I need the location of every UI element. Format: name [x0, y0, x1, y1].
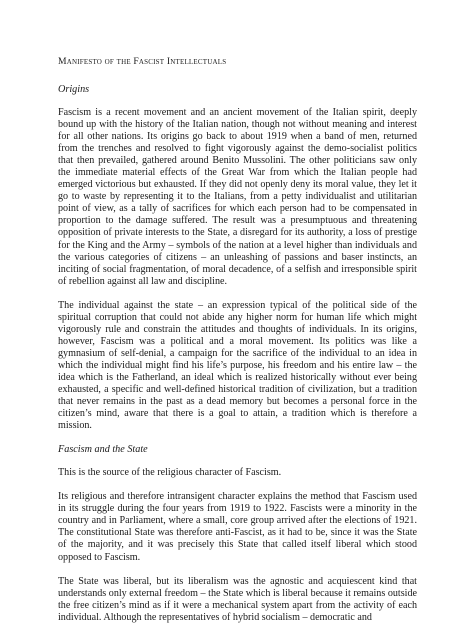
title-initial: M: [58, 56, 67, 67]
document-title: [58, 56, 417, 68]
paragraph-state-3: The State was liberal, but its liberalism was the agnostic and acquiescent kind that understands only external freedom – the State which is liberal because it remains outside the free citizen’s mind as if it were a mechanical system apart from the activity of each individual. Although the representatives of hybrid socialism – democratic and: [58, 575, 417, 623]
paragraph-origins-2: The individual against the state – an expression typical of the political side of the spiritual corruption that could not abide any higher norm for human life which might vigorously rule and constrain the attitudes and thoughts of individuals. In its origins, however, Fascism was a political and a moral movement. Its politics was like a gymnasium of self-denial, a campaign for the sacrifice of the individual to an idea in which the individual might find his life’s purpose, his freedom and his entire law – the idea which is the Fatherland, an ideal which is realized historically without ever being exhausted, a specific and well-defined historical tradition of civilization, but a tradition that never remains in the past as a dead memory but becomes a personal force in the citizen’s mind, aware that there is a goal to attain, a tradition which is therefore a mission.: [58, 299, 417, 432]
section-heading-fascism-and-the-state: Fascism and the State: [58, 444, 148, 456]
document-page: [58, 56, 417, 636]
paragraph-state-1: This is the source of the religious character of Fascism.: [58, 467, 282, 479]
section-heading-origins: Origins: [58, 84, 90, 95]
title-smallcaps: anifesto of the Fascist Intellectuals: [66, 56, 227, 67]
paragraph-state-2: Its religious and therefore intransigent character explains the method that Fascism used in its struggle during the four years from 1919 to 1922. Fascists were a minority in the country and in Parliament, where a small, core group arrived after the elections of 1921. The constitutional State was therefore anti-Fascist, as it had to be, since it was the State of the majority, and it was precisely this State that called itself liberal which stood opposed to Fascism.: [58, 491, 417, 563]
paragraph-origins-1: Fascism is a recent movement and an ancient movement of the Italian spirit, deeply bound up with the history of the Italian nation, though not without meaning and interest for all other nations. Its origins go back to about 1919 when a band of men, returned from the trenches and resolved to fight vigorously against the demo-socialist politics that then prevailed, gathered around Benito Mussolini. The other politicians saw only the immediate material effects of the Great War from which the Italian people had emerged victorious but exhausted. If they did not openly deny its moral value, they let it go to waste by representing it to the Italians, from a petty individualist and utilitarian point of view, as a tally of sacrifices for which each person had to be compensated in proportion to the damage suffered. The result was a presumptuous and threatening opposition of private interests to the State, a disregard for its authority, a loss of prestige for the King and the Army – symbols of the nation at a level higher than individuals and the various categories of citizens – an unleashing of passions and baser instincts, an inciting of social fragmentation, of moral decadence, of a selfish and irresponsible spirit of rebellion against all law and discipline.: [58, 107, 417, 287]
